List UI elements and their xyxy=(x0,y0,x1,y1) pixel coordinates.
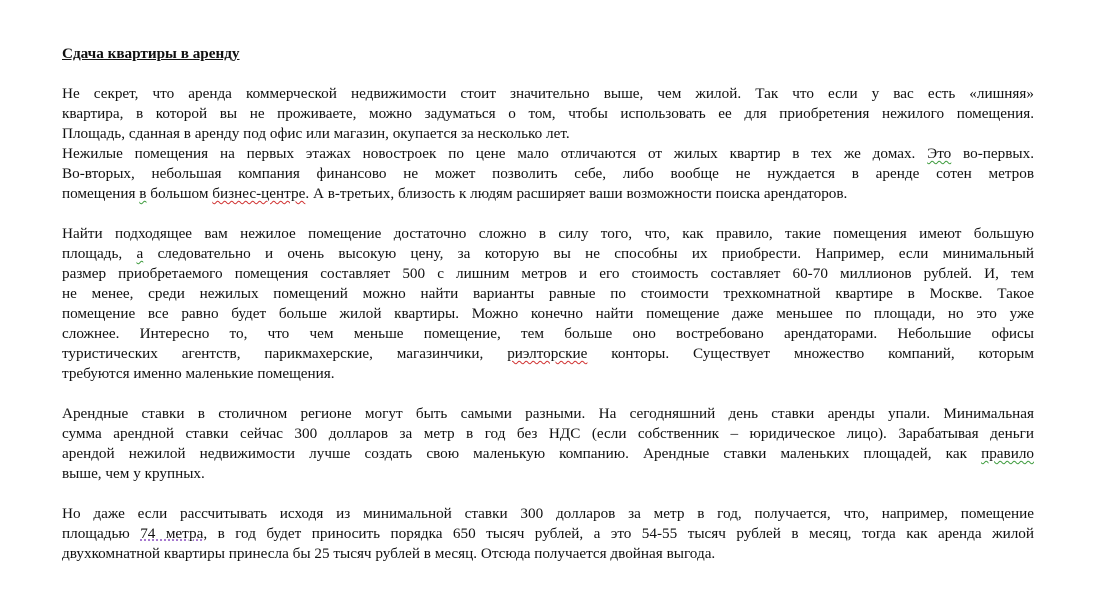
spelling-flag[interactable]: риэлторские xyxy=(507,345,588,362)
grammar-flag[interactable]: Это xyxy=(927,145,952,162)
text-line: Во-вторых, небольшая компания финансово не может позволить себе, либо вообще не нуждается в аренде сотен метров xyxy=(62,165,1034,182)
text-line: арендой нежилой недвижимости лучше создать свою маленькую компанию. Арендные ставки маленьких площадей, как правило xyxy=(62,445,1034,462)
text-line: Но даже если рассчитывать исходя из минимальной ставки 300 долларов за метр в год, получается, что, например, помещение xyxy=(62,505,1034,522)
grammar-flag[interactable]: правило xyxy=(981,445,1034,462)
text-line: помещение все равно будет больше жилой квартиры. Можно конечно найти помещение даже меньшее по площади, но это уже xyxy=(62,305,1034,322)
text-line: Площадь, сданная в аренду под офис или магазин, окупается за несколько лет. xyxy=(62,125,570,142)
document-page xyxy=(62,44,1034,584)
text-line: двухкомнатной квартиры принесла бы 25 тысяч рублей в месяц. Отсюда получается двойная выгода. xyxy=(62,545,716,562)
document-title: Сдача квартиры в аренду xyxy=(62,45,240,62)
smart-tag[interactable]: 74 метра xyxy=(140,525,204,542)
text-line: помещения в большом бизнес-центре. А в-третьих, близость к людям расширяет ваши возможности поиска арендаторов. xyxy=(62,185,848,202)
text-line: Не секрет, что аренда коммерческой недвижимости стоит значительно выше, чем жилой. Так что если у вас есть «лишняя» xyxy=(62,85,1034,102)
grammar-flag[interactable]: в xyxy=(139,185,147,202)
paragraph-1 xyxy=(62,84,1034,144)
paragraph-3 xyxy=(62,224,1034,384)
text-line: площадь, а следовательно и очень высокую цену, за которую вы не способны их приобрести. Например, если минимальный xyxy=(62,245,1034,262)
text-line: размер приобретаемого помещения составляет 500 с лишним метров и его стоимость составляет 60-70 миллионов рублей. И, тем xyxy=(62,265,1034,282)
text-line: Нежилые помещения на первых этажах новостроек по цене мало отличаются от жилых квартир в тех же домах. Это во-первых. xyxy=(62,145,1034,162)
paragraph-5 xyxy=(62,504,1034,564)
paragraph-4 xyxy=(62,404,1034,484)
grammar-flag[interactable]: а xyxy=(136,245,144,262)
text-line: Арендные ставки в столичном регионе могут быть самыми разными. На сегодняшний день ставки аренды упали. Минимальная xyxy=(62,405,1034,422)
text-line: сложнее. Интересно то, что чем меньше помещение, тем больше оно востребовано арендаторами. Небольшие офисы xyxy=(62,325,1034,342)
text-line: сумма арендной ставки сейчас 300 долларов за метр в год без НДС (если собственник – юридическое лицо). Зарабатывая деньги xyxy=(62,425,1034,442)
paragraph-2 xyxy=(62,144,1034,204)
text-line: выше, чем у крупных. xyxy=(62,465,205,482)
text-line: не менее, среди нежилых помещений можно найти варианты равные по стоимости трехкомнатной квартире в Москве. Такое xyxy=(62,285,1034,302)
text-line: требуются именно маленькие помещения. xyxy=(62,365,335,382)
spelling-flag[interactable]: бизнес-центре xyxy=(212,185,306,202)
text-line: квартира, в которой вы не проживаете, можно задуматься о том, чтобы использовать ее для приобретения нежилого помещения. xyxy=(62,105,1034,122)
text-line: Найти подходящее вам нежилое помещение достаточно сложно в силу того, что, как правило, такие помещения имеют большую xyxy=(62,225,1034,242)
text-line: площадью 74 метра, в год будет приносить порядка 650 тысяч рублей, а это 54-55 тысяч рублей в месяц, тогда как аренда жилой xyxy=(62,525,1034,542)
text-line: туристических агентств, парикмахерские, магазинчики, риэлторские конторы. Существует множество компаний, которым xyxy=(62,345,1034,362)
